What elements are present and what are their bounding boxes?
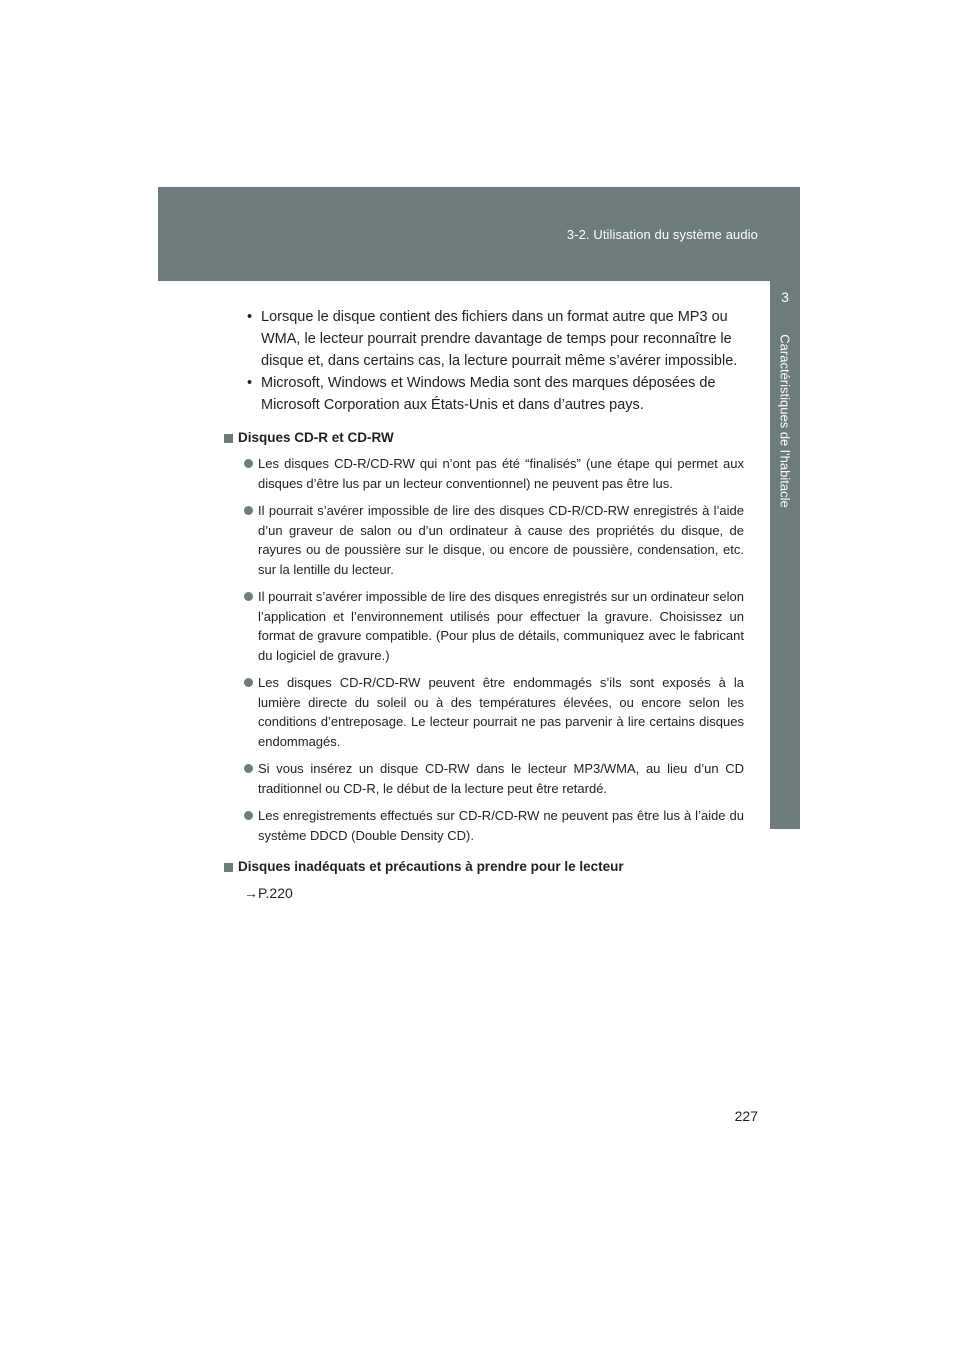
circle-bullet-icon [244, 678, 253, 687]
chapter-label: Caractéristiques de l’habitacle [777, 334, 793, 508]
list-item [224, 806, 744, 845]
chapter-number: 3 [781, 289, 789, 305]
list-item-text: Les enregistrements effectués sur CD-R/CD-RW ne peuvent pas être lus à l’aide du système DDCD (Double Density CD). [258, 808, 744, 843]
chapter-side-tab[interactable] [770, 281, 800, 829]
circle-bullet-icon [244, 764, 253, 773]
circle-bullet-icon [244, 811, 253, 820]
heading-text: Disques CD-R et CD-RW [238, 430, 394, 445]
section-heading-cdr [224, 428, 744, 448]
list-item-text: Il pourrait s’avérer impossible de lire des disques enregistrés sur un ordinateur selon l’application et l’environnement utilisés pour effectuer la gravure. Choisissez un format de gravure compatible. (Pour plus de détails, communiquez avec le fabricant du logiciel de gravure.) [258, 589, 744, 663]
list-item [224, 673, 744, 751]
note-item [224, 306, 744, 372]
square-bullet-icon [224, 434, 233, 443]
list-item-text: Les disques CD-R/CD-RW peuvent être endommagés s’ils sont exposés à la lumière directe du soleil ou à des températures élevées, ou encore selon les conditions d’entreposage. Le lecteur pourrait ne pas parvenir à lire certains disques endommagés. [258, 675, 744, 749]
list-item [224, 759, 744, 798]
header-band [158, 187, 800, 281]
circle-bullet-icon [244, 506, 253, 515]
list-item-text: Il pourrait s’avérer impossible de lire des disques CD-R/CD-RW enregistrés à l’aide d’un graveur de salon ou d’un ordinateur à cause des propriétés du disque, de rayures ou de poussière sur le disque, ou encore de poussière, condensation, etc. sur la lentille du lecteur. [258, 503, 744, 577]
bullet-dot-icon: • [247, 375, 253, 391]
page-content [224, 306, 744, 903]
circle-bullet-icon [244, 592, 253, 601]
heading-text: Disques inadéquats et précautions à prendre pour le lecteur [238, 859, 624, 874]
note-text: Lorsque le disque contient des fichiers dans un format autre que MP3 ou WMA, le lecteur pourrait prendre davantage de temps pour reconnaître le disque et, dans certains cas, la lecture pourrait même s’avérer impossible. [261, 309, 738, 369]
list-item [224, 587, 744, 665]
list-item [224, 454, 744, 493]
circle-bullet-icon [244, 459, 253, 468]
note-item [224, 372, 744, 416]
section-heading-inadequate [224, 857, 744, 877]
page-number: 227 [734, 1108, 758, 1124]
square-bullet-icon [224, 863, 233, 872]
note-text: Microsoft, Windows et Windows Media sont des marques déposées de Microsoft Corporation aux États-Unis et dans d’autres pays. [261, 375, 716, 413]
list-item [224, 501, 744, 579]
bullet-dot-icon: • [247, 309, 253, 325]
section-title: 3-2. Utilisation du système audio [566, 227, 758, 242]
list-item-text: Si vous insérez un disque CD-RW dans le lecteur MP3/WMA, au lieu d’un CD traditionnel ou CD-R, le début de la lecture peut être retardé. [258, 761, 744, 796]
list-item-text: Les disques CD-R/CD-RW qui n’ont pas été “finalisés” (une étape qui permet aux disques d’être lus par un lecteur conventionnel) ne peuvent pas être lus. [258, 456, 744, 491]
page-reference-link[interactable]: →P.220 [244, 885, 293, 901]
